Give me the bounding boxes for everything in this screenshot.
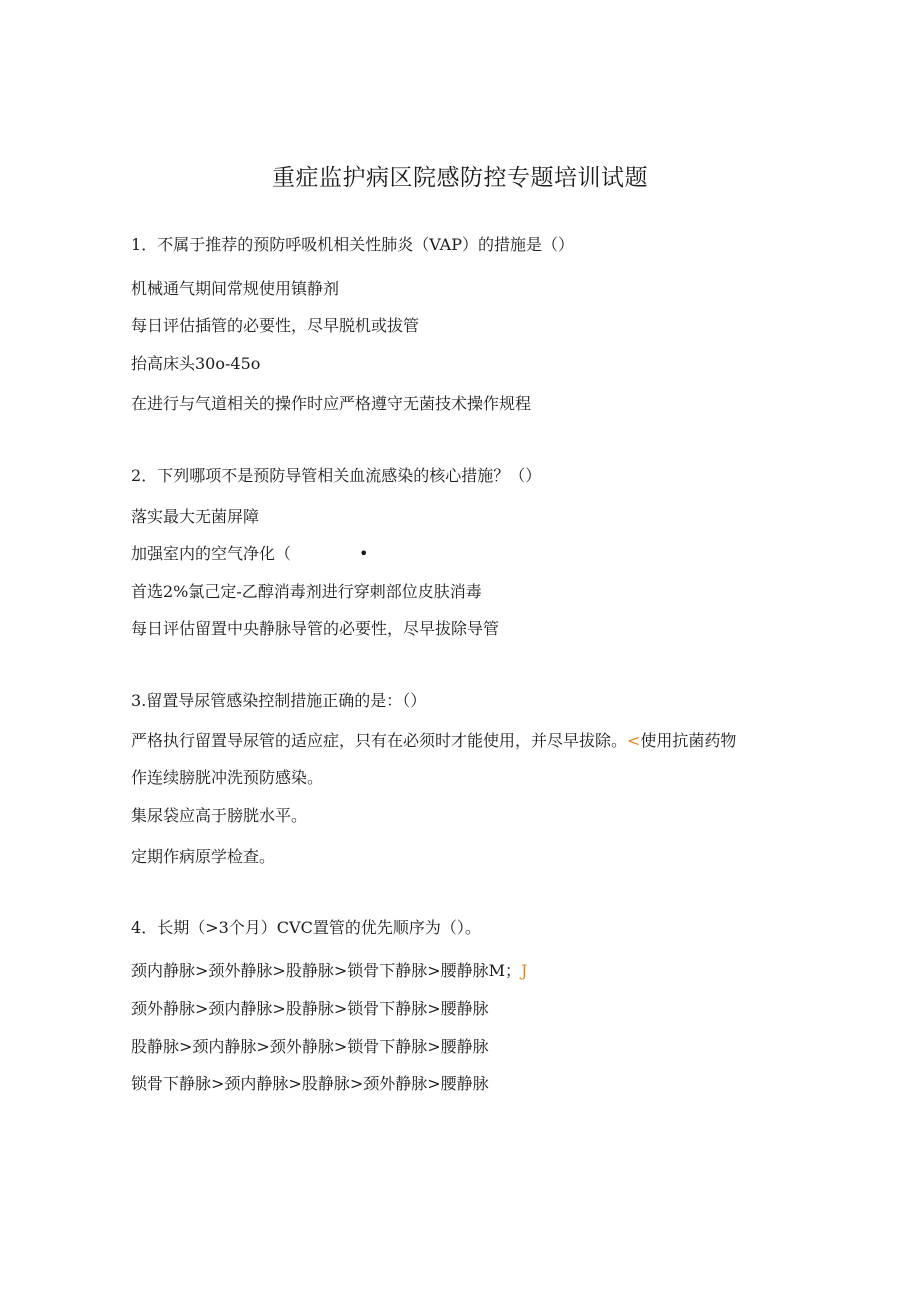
question-1-option-4: 在进行与气道相关的操作时应严格遵守无菌技术操作规程 <box>131 394 532 413</box>
question-4-stem <box>131 917 481 939</box>
question-number: 2 <box>131 466 142 485</box>
question-4-option-2: 颈外静脉>颈内静脉>股静脉>锁骨下静脉>腰静脉 <box>131 999 489 1018</box>
question-2-option-1: 落实最大无菌屏障 <box>131 507 260 526</box>
orange-mark: J <box>521 961 528 980</box>
question-number: 1 <box>131 235 142 254</box>
question-2-option-4: 每日评估留置中央静脉导管的必要性，尽早拔除导管 <box>131 619 500 638</box>
question-text: ．不属于推荐的预防呼吸机相关性肺炎（VAP）的措施是（） <box>141 235 574 254</box>
question-2-stem <box>131 465 541 487</box>
question-number: 4 <box>131 918 142 937</box>
question-3-option-1 <box>131 730 736 752</box>
question-text: .留置导尿管感染控制措施正确的是：（） <box>141 691 427 710</box>
bullet-mark: • <box>359 544 369 563</box>
question-4-option-4: 锁骨下静脉>颈内静脉>股静脉>颈外静脉>腰静脉 <box>131 1074 489 1093</box>
question-3-option-1-continued: 作连续膀胱冲洗预防感染。 <box>131 768 324 787</box>
question-3-option-2: 集尿袋应高于膀胱水平。 <box>131 806 308 825</box>
question-3-stem <box>131 690 426 712</box>
orange-mark: < <box>627 731 641 750</box>
option-text: 严格执行留置导尿管的适应症，只有在必须时才能使用，并尽早拔除。 <box>131 731 628 750</box>
option-text-tail: 使用抗菌药物 <box>640 731 737 750</box>
option-text: 加强室内的空气净化（ <box>131 544 292 563</box>
question-1-stem <box>131 234 574 256</box>
question-1-option-1: 机械通气期间常规使用镇静剂 <box>131 279 340 298</box>
question-1-option-2: 每日评估插管的必要性，尽早脱机或拔管 <box>131 316 420 335</box>
question-number: 3 <box>131 691 142 710</box>
question-1-option-3: 抬高床头30o-45o <box>131 354 261 373</box>
question-text: ．长期（>3个月）CVC置管的优先顺序为（）。 <box>141 918 481 937</box>
question-3-option-3: 定期作病原学检查。 <box>131 847 276 866</box>
option-text: 颈内静脉>颈外静脉>股静脉>锁骨下静脉>腰静脉M； <box>131 961 522 980</box>
question-2-option-2 <box>131 543 368 565</box>
question-4-option-1 <box>131 960 527 982</box>
question-2-option-3: 首选2%氯己定-乙醇消毒剂进行穿刺部位皮肤消毒 <box>131 582 482 601</box>
page-title: 重症监护病区院感防控专题培训试题 <box>272 165 648 191</box>
question-text: ．下列哪项不是预防导管相关血流感染的核心措施？（） <box>141 466 542 485</box>
question-4-option-3: 股静脉>颈内静脉>颈外静脉>锁骨下静脉>腰静脉 <box>131 1037 489 1056</box>
